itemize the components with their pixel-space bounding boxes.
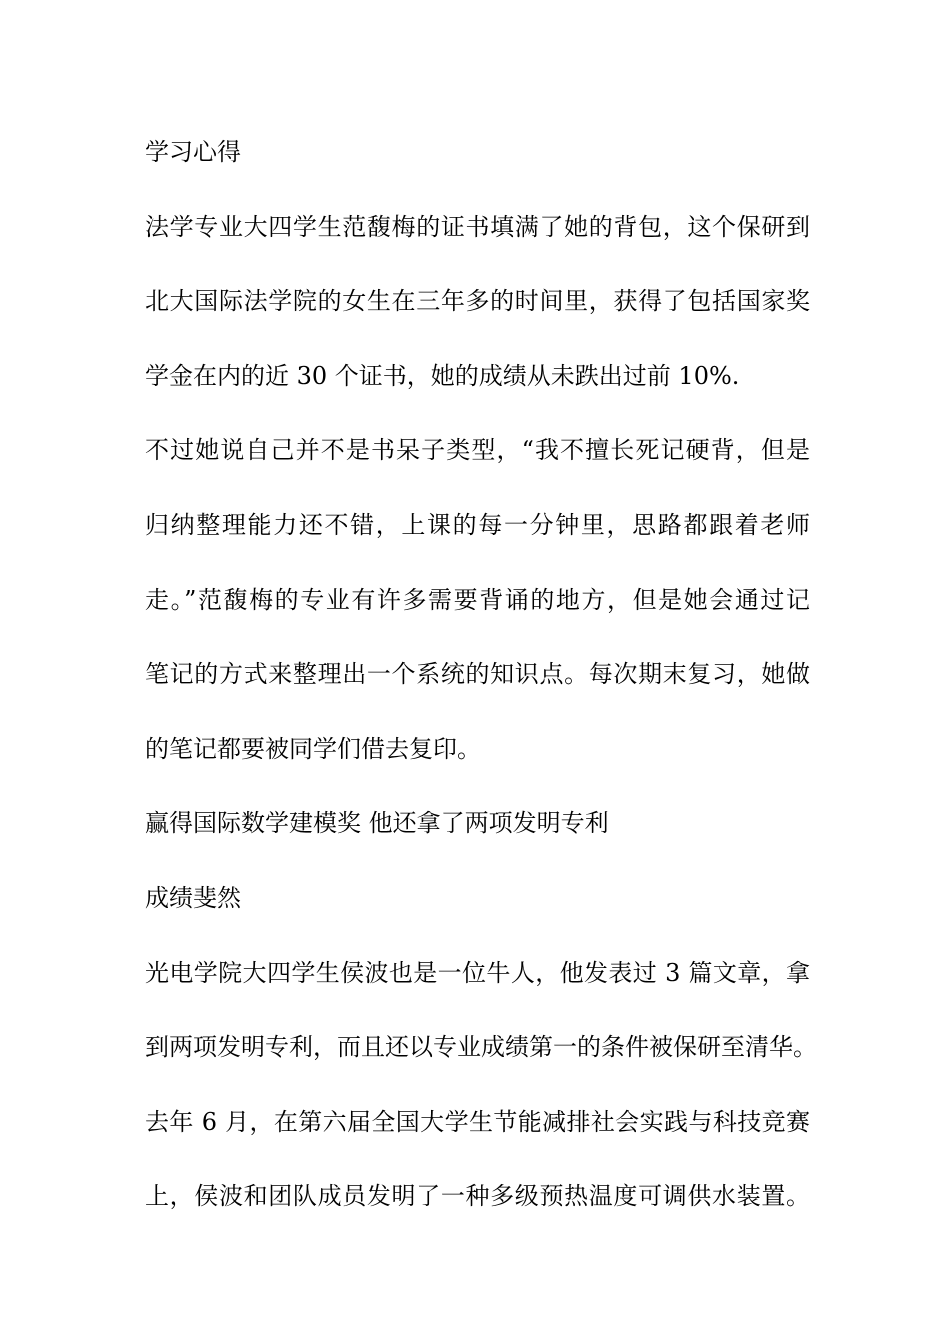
- section-heading: 赢得国际数学建模奖 他还拿了两项发明专利: [145, 809, 609, 838]
- paragraph-line: 的笔记都要被同学们借去复印。: [145, 734, 481, 763]
- paragraph-line: 学金在内的近 30 个证书，她的成绩从未跌出过前 10%.: [145, 361, 740, 390]
- paragraph-line: 光电学院大四学生侯波也是一位牛人，他发表过 3 篇文章，拿: [145, 958, 810, 987]
- paragraph-line: 北大国际法学院的女生在三年多的时间里，获得了包括国家奖: [145, 287, 810, 316]
- document-title: 学习心得: [145, 138, 241, 166]
- paragraph-line: 归纳整理能力还不错，上课的每一分钟里，思路都跟着老师: [145, 510, 810, 539]
- paragraph-line: 到两项发明专利，而且还以专业成绩第一的条件被保研至清华。: [145, 1033, 817, 1062]
- paragraph-line: 法学专业大四学生范馥梅的证书填满了她的背包，这个保研到: [145, 212, 810, 241]
- section-subheading: 成绩斐然: [145, 883, 241, 912]
- paragraph-line: 不过她说自己并不是书呆子类型，“我不擅长死记硬背，但是: [145, 436, 810, 465]
- document-body: [145, 122, 817, 1241]
- paragraph-line: 去年 6 月，在第六届全国大学生节能减排社会实践与科技竞赛: [145, 1107, 810, 1136]
- paragraph-line: 走。”范馥梅的专业有许多需要背诵的地方，但是她会通过记: [145, 585, 810, 614]
- paragraph-line: 笔记的方式来整理出一个系统的知识点。每次期末复习，她做: [145, 660, 810, 689]
- paragraph-line: 上，侯波和团队成员发明了一种多级预热温度可调供水装置。: [145, 1182, 810, 1211]
